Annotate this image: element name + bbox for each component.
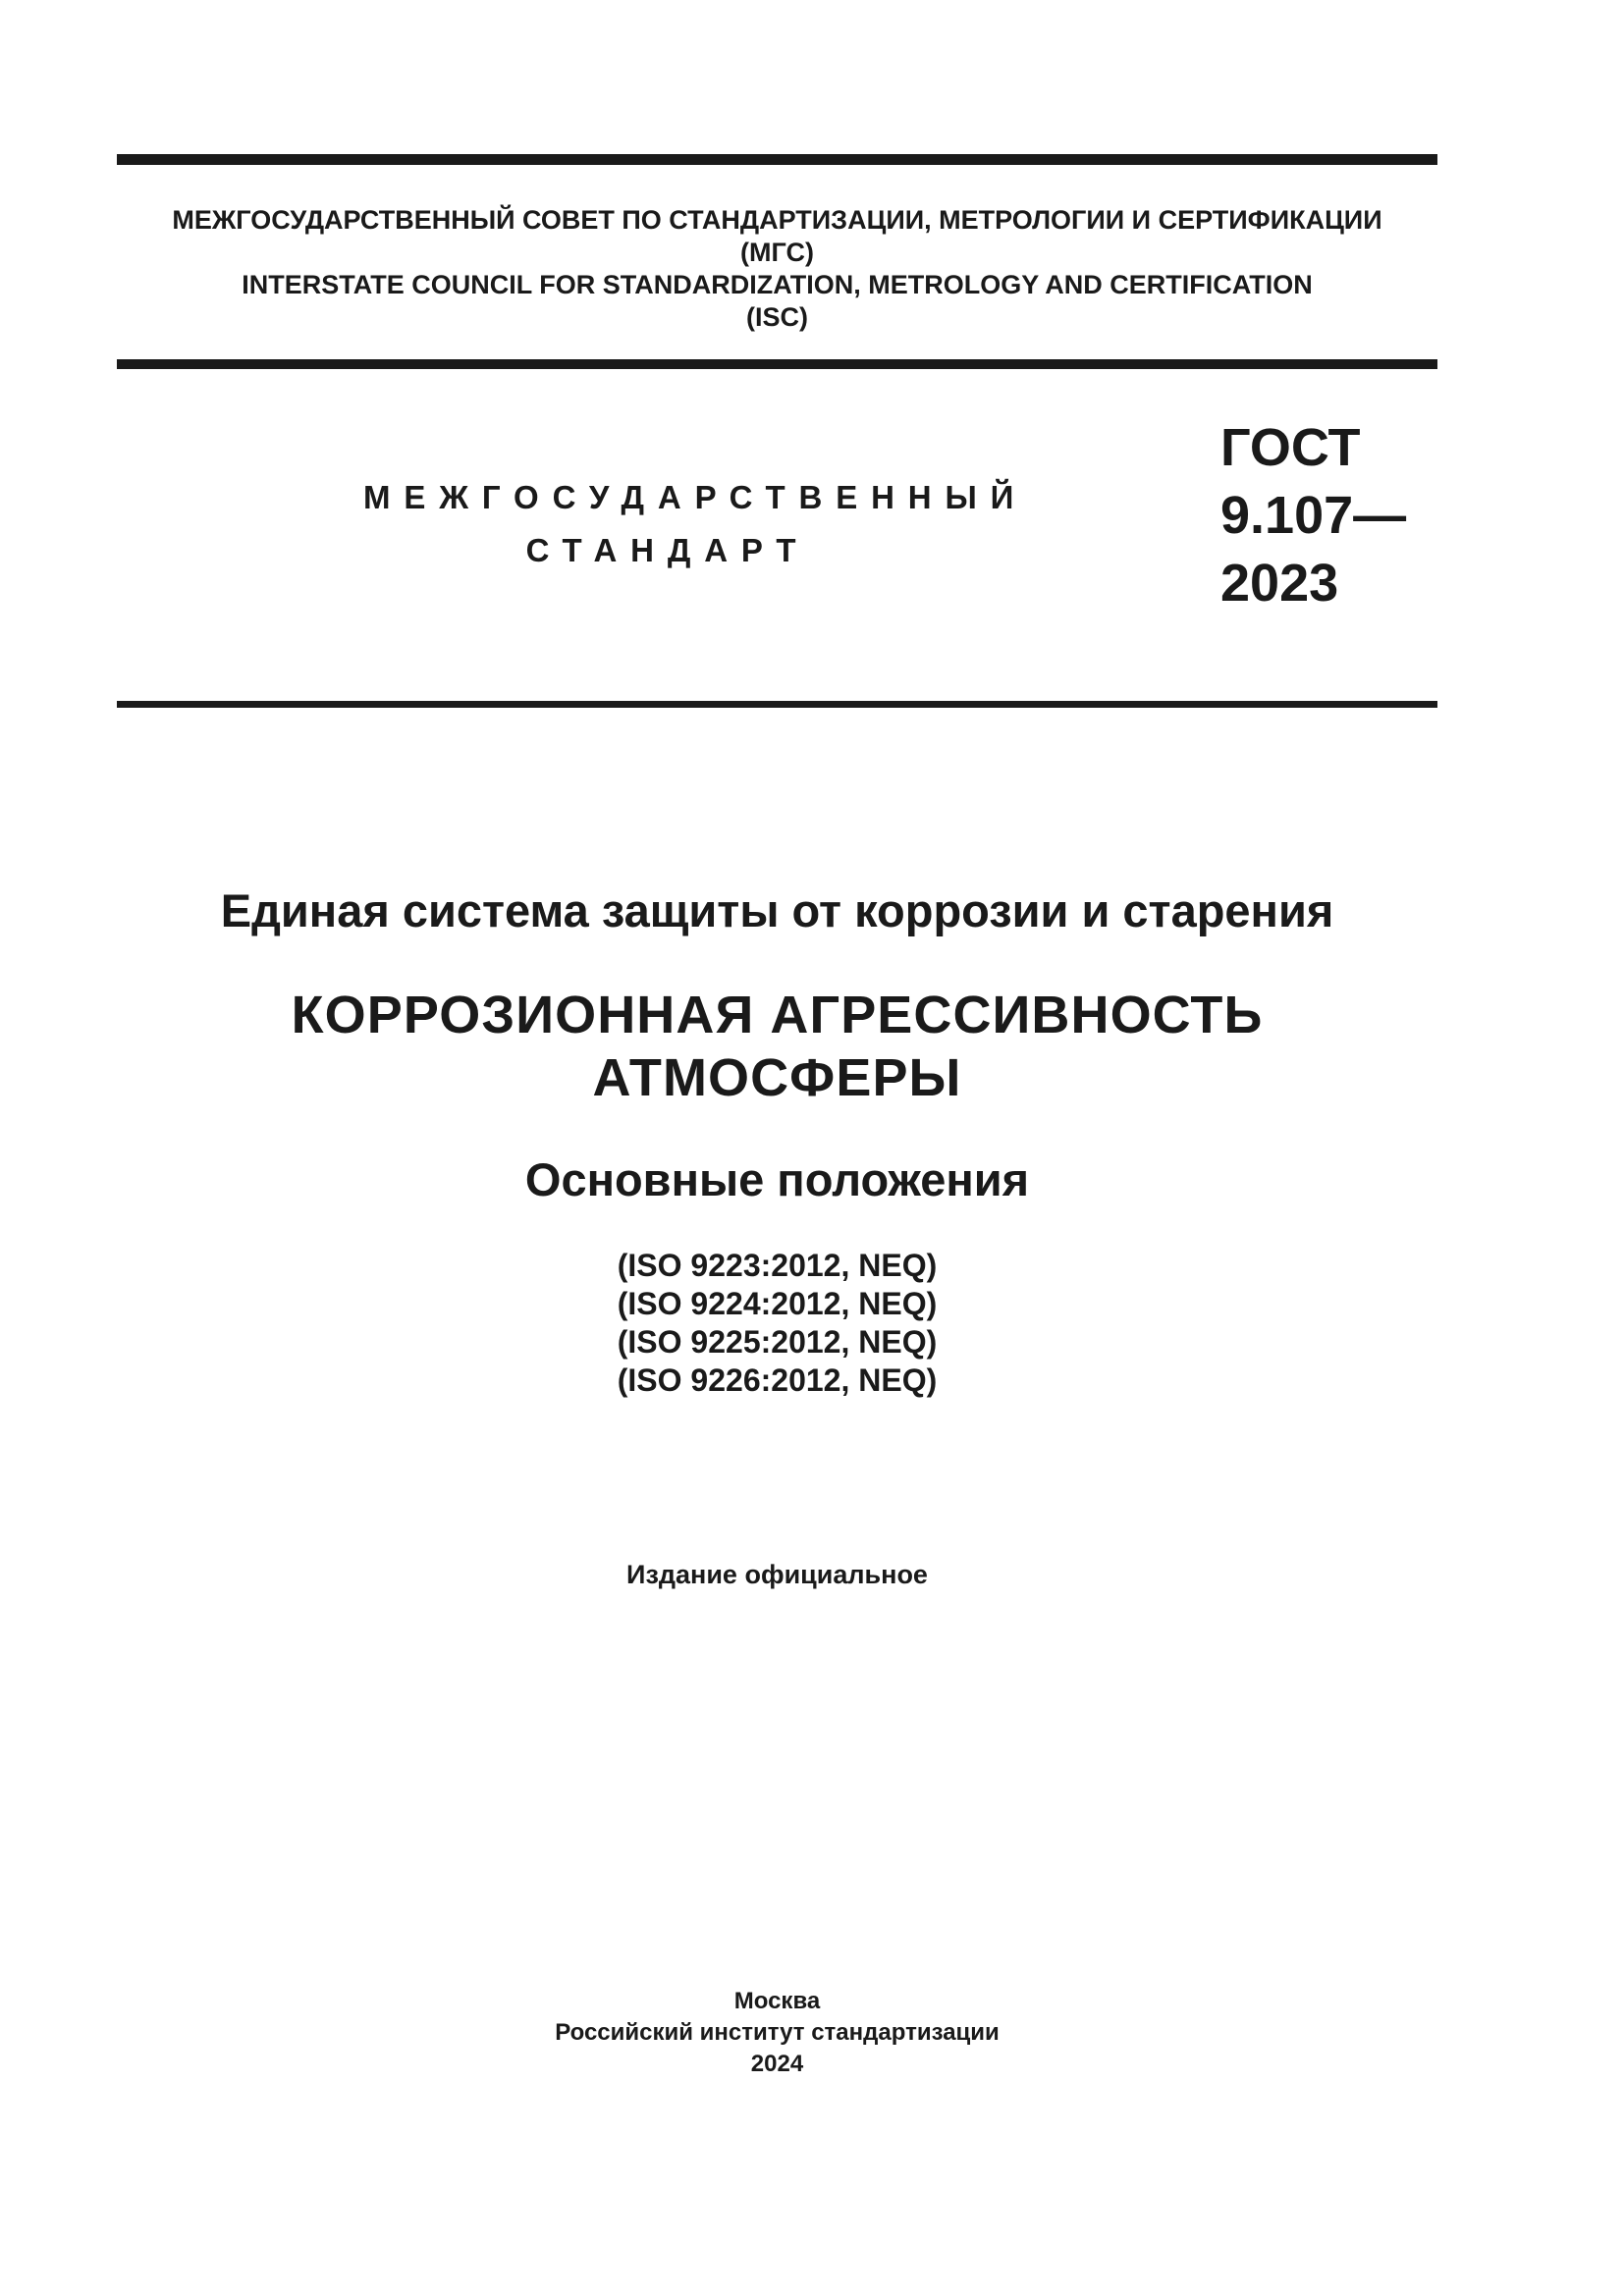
imprint (117, 1986, 1437, 2080)
council-name-en: INTERSTATE COUNCIL FOR STANDARDIZATION, METROLOGY AND CERTIFICATION (242, 270, 1313, 299)
designation-rule (117, 701, 1437, 708)
series-title: Единая система защиты от коррозии и старения (220, 884, 1334, 936)
gost-designation (1220, 414, 1406, 617)
standard-kind (363, 471, 1028, 577)
iso-reference: (ISO 9225:2012, NEQ) (617, 1324, 938, 1360)
header-rule (117, 359, 1437, 369)
iso-reference: (ISO 9226:2012, NEQ) (617, 1362, 938, 1398)
council-abbr-en: (ISC) (746, 302, 808, 332)
iso-reference: (ISO 9224:2012, NEQ) (617, 1286, 938, 1321)
top-rule (117, 154, 1437, 165)
document-title (117, 984, 1437, 1109)
standard-kind-line-2: СТАНДАРТ (525, 532, 810, 568)
imprint-year: 2024 (750, 2051, 804, 2077)
standard-kind-line-1: МЕЖГОСУДАРСТВЕННЫЙ (363, 479, 1028, 515)
council-name-ru: МЕЖГОСУДАРСТВЕННЫЙ СОВЕТ ПО СТАНДАРТИЗАЦИИ, МЕТРОЛОГИИ И СЕРТИФИКАЦИИ (172, 205, 1382, 235)
iso-reference: (ISO 9223:2012, NEQ) (617, 1248, 938, 1283)
gost-year: 2023 (1220, 554, 1339, 613)
gost-number: 9.107— (1220, 486, 1407, 545)
iso-references (117, 1247, 1437, 1400)
edition-note: Издание официальное (626, 1560, 928, 1589)
gost-label: ГОСТ (1220, 418, 1361, 477)
council-header (117, 204, 1437, 334)
document-subtitle: Основные положения (524, 1153, 1030, 1205)
imprint-publisher: Российский институт стандартизации (555, 2019, 1000, 2046)
document-title-line-2: АТМОСФЕРЫ (592, 1048, 962, 1107)
council-abbr-ru: (МГС) (740, 238, 814, 267)
imprint-city: Москва (733, 1988, 821, 2014)
document-title-line-1: КОРРОЗИОННАЯ АГРЕССИВНОСТЬ (291, 986, 1264, 1044)
